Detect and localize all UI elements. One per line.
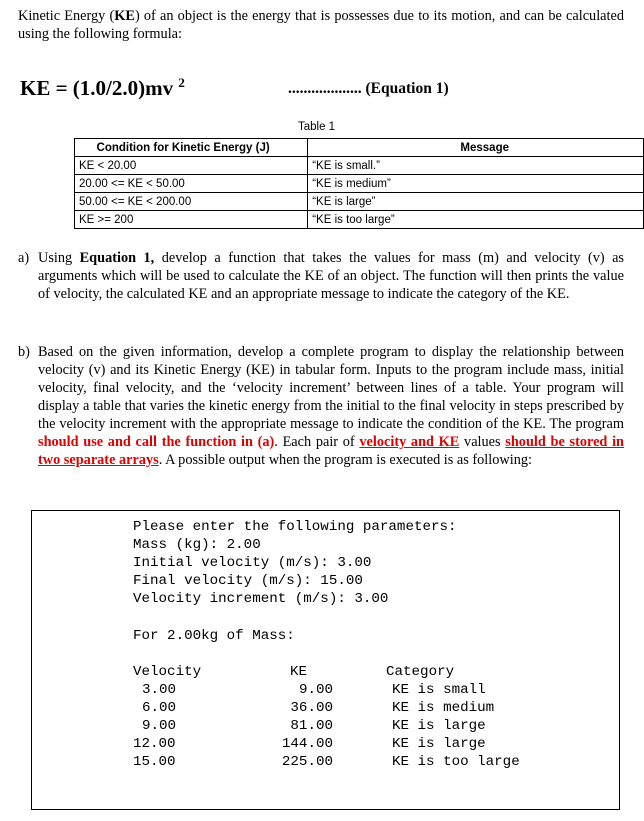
console-row-velocity: 3.00 xyxy=(142,682,177,698)
console-row-ke: 144.00 xyxy=(281,736,333,752)
console-mass: Mass (kg): 2.00 xyxy=(133,537,261,553)
question-b-text-4: . A possible output when the program is executed is as following: xyxy=(158,452,532,468)
question-a xyxy=(18,249,624,303)
table-cell-message: “KE is small.” xyxy=(308,157,644,175)
table-row xyxy=(75,157,644,175)
table-cell-message: “KE is large” xyxy=(308,193,644,211)
console-row-category: KE is large xyxy=(392,718,486,734)
console-header-category: Category xyxy=(386,664,455,680)
question-b-text-3: values xyxy=(459,434,506,450)
intro-paragraph xyxy=(18,7,624,43)
console-for-mass: For 2.00kg of Mass: xyxy=(133,628,295,644)
console-increment: Velocity increment (m/s): 3.00 xyxy=(133,591,389,607)
console-row-ke: 9.00 xyxy=(298,682,333,698)
table-cell-condition: KE >= 200 xyxy=(75,211,308,229)
console-prompt: Please enter the following parameters: xyxy=(133,519,457,535)
question-a-text xyxy=(38,249,624,303)
console-row-ke: 36.00 xyxy=(290,700,333,716)
table-cell-message: “KE is medium” xyxy=(308,175,644,193)
console-row-category: KE is small xyxy=(392,682,486,698)
equation-dots: ................... xyxy=(288,80,362,97)
intro-text-2: ) of an object is the energy that is possesses due to its motion, and can be calculated using the following formula: xyxy=(18,8,624,42)
console-row-velocity: 15.00 xyxy=(133,754,176,770)
ke-condition-table xyxy=(74,138,644,229)
console-header-velocity: Velocity xyxy=(133,664,202,680)
table-header-message: Message xyxy=(308,139,644,157)
console-row-velocity: 9.00 xyxy=(142,718,177,734)
console-row-category: KE is large xyxy=(392,736,486,752)
console-row-ke: 225.00 xyxy=(281,754,333,770)
console-row-velocity: 12.00 xyxy=(133,736,176,752)
question-b-text-2: . Each pair of xyxy=(274,434,360,450)
equation-label: (Equation 1) xyxy=(365,80,449,97)
question-b-highlight-arrays: should be stored in two separate arrays xyxy=(38,434,624,468)
table-row xyxy=(75,211,644,229)
intro-text-1: Kinetic Energy ( xyxy=(18,8,115,24)
question-a-equation-ref: Equation 1, xyxy=(79,250,155,266)
intro-ke-bold: KE xyxy=(114,8,135,24)
console-row-category: KE is medium xyxy=(392,700,495,716)
console-row-ke: 81.00 xyxy=(290,718,333,734)
question-b-label: b) xyxy=(18,344,30,360)
table-header-row xyxy=(75,139,644,157)
question-b xyxy=(18,343,624,469)
table-cell-message: “KE is too large” xyxy=(308,211,644,229)
question-b-text-1: Based on the given information, develop a complete program to display the relationship between velocity (v) and its Kinetic Energy (KE) in tabular form. Inputs to the program include mass, initial velocity, final velocity, and the ‘velocity increment’ between lines of a table. Your program will display a table that varies the kinetic energy from the initial to the final velocity in steps prescribed by the velocity increment with the appropriate message to indicate the condition of the KE. The program xyxy=(38,344,624,432)
equation-exponent: 2 xyxy=(178,75,185,90)
question-b-highlight-function: should use and call the function in (a) xyxy=(38,434,275,450)
table-header-condition: Condition for Kinetic Energy (J) xyxy=(75,139,308,157)
console-row-category: KE is too large xyxy=(392,754,520,770)
table-caption: Table 1 xyxy=(298,121,336,133)
console-header-ke: KE xyxy=(290,664,308,680)
table-cell-condition: 50.00 <= KE < 200.00 xyxy=(75,193,308,211)
equation-formula xyxy=(20,75,185,101)
equation-number xyxy=(288,80,449,98)
question-b-text xyxy=(38,343,624,469)
table-cell-condition: 20.00 <= KE < 50.00 xyxy=(75,175,308,193)
console-final-velocity: Final velocity (m/s): 15.00 xyxy=(133,573,363,589)
table-row xyxy=(75,175,644,193)
question-a-text-2: develop a function that takes the values for mass (m) and velocity (v) as arguments which will be used to calculate the KE of an object. The function will then prints the value of velocity, the calculated KE and an appropriate message to indicate the category of the KE. xyxy=(38,250,624,302)
console-initial-velocity: Initial velocity (m/s): 3.00 xyxy=(133,555,372,571)
table-cell-condition: KE < 20.00 xyxy=(75,157,308,175)
table-row xyxy=(75,193,644,211)
console-output-box xyxy=(31,510,620,810)
console-row-velocity: 6.00 xyxy=(142,700,177,716)
question-a-text-1: Using xyxy=(38,250,80,266)
equation-formula-main: KE = (1.0/2.0)mv xyxy=(20,76,174,100)
question-b-highlight-velocity-ke: velocity and KE xyxy=(359,434,460,450)
question-a-label: a) xyxy=(18,250,30,266)
